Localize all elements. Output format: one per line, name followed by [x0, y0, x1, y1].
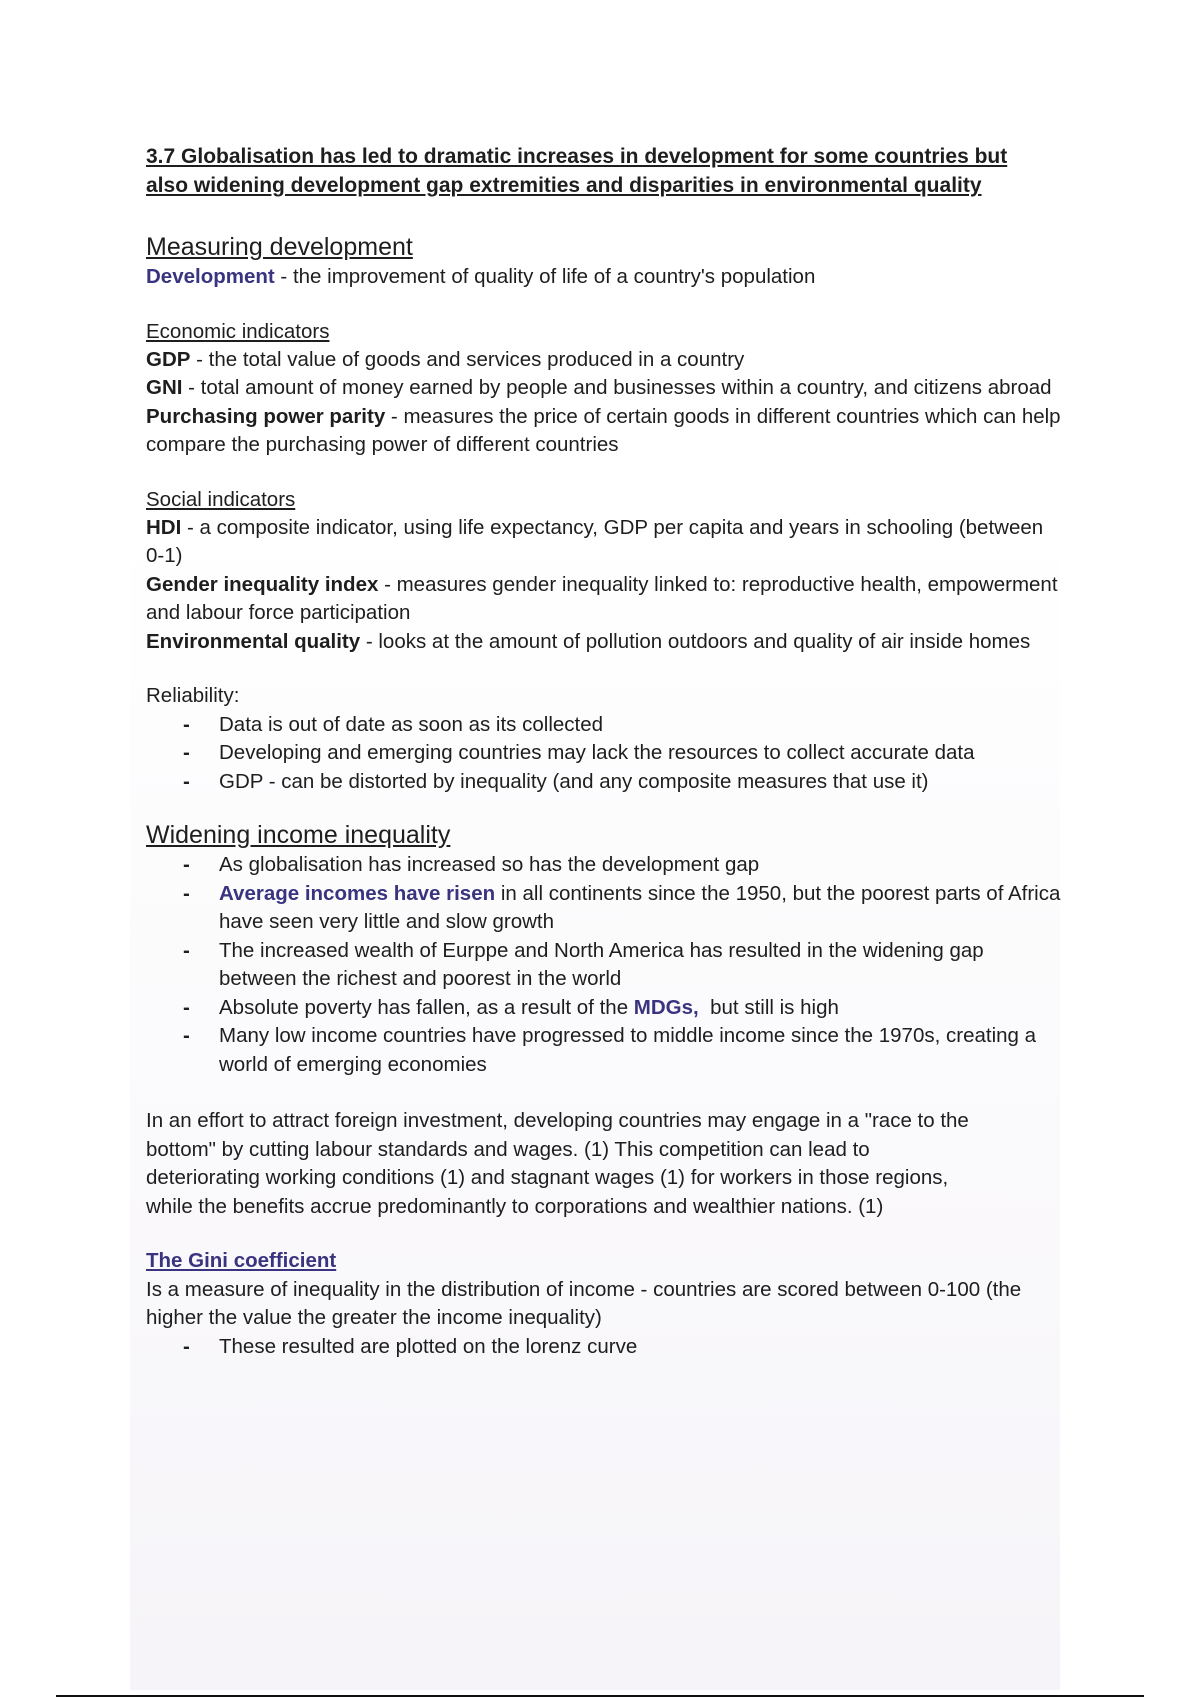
gini-list: [146, 1333, 1066, 1362]
list-item-text: Absolute poverty has fallen, as a result of the: [219, 995, 634, 1019]
list-item: - As globalisation has increased so has the development gap: [219, 851, 1066, 880]
term-gii: Gender inequality index: [146, 572, 379, 596]
heading-measuring-development: Measuring development: [146, 233, 413, 261]
term-ppp: Purchasing power parity: [146, 404, 386, 428]
text-gni: - total amount of money earned by people and businesses within a country, and citizens abroad: [182, 376, 1052, 399]
heading-widening-income-inequality: Widening income inequality: [146, 821, 451, 849]
text-gii: - measures gender inequality linked to: reproductive health, empowerment and labour force participation: [146, 572, 1058, 624]
heading-economic-indicators: Economic indicators: [146, 319, 330, 343]
highlight-mdgs: MDGs,: [633, 995, 699, 1019]
heading-social-indicators: Social indicators: [146, 487, 296, 511]
gini-definition: Is a measure of inequality in the distribution of income - countries are scored between 0-100 (the higher the value the greater the income inequality): [146, 1277, 1022, 1329]
item-hdi: [146, 514, 1066, 571]
item-gni: [146, 374, 1066, 403]
term-gni: GNI: [146, 376, 183, 399]
bottom-divider: [56, 1695, 1144, 1697]
term-hdi: HDI: [146, 515, 182, 539]
list-item-tail: but still is high: [698, 995, 839, 1019]
definition-text: - the improvement of quality of life of a country's population: [274, 265, 816, 288]
reliability-list: [146, 711, 1066, 797]
list-item: [219, 994, 1066, 1023]
text-env: - looks at the amount of pollution outdoors and quality of air inside homes: [360, 629, 1031, 653]
item-gdp: [146, 346, 1066, 375]
text-gdp: - the total value of goods and services produced in a country: [190, 347, 745, 371]
text-ppp: - measures the price of certain goods in different countries which can help compare the purchasing power of different countries: [146, 404, 1061, 456]
list-item: - These resulted are plotted on the lorenz curve: [219, 1333, 1066, 1362]
reliability-label: Reliability:: [146, 684, 240, 707]
item-environmental-quality: [146, 628, 1066, 657]
race-to-bottom-paragraph: In an effort to attract foreign investment, developing countries may engage in a "race to the bottom" by cutting labour standards and wages. (1) This competition can lead to deteriorating working conditions (1) and stagnant wages (1) for workers in those regions, while the benefits accrue predominantly to corporations and wealthier nations. (1): [146, 1109, 969, 1218]
list-item: - Many low income countries have progressed to middle income since the 1970s, creating a world of emerging economies: [219, 1022, 1066, 1079]
list-item: - GDP - can be distorted by inequality (and any composite measures that use it): [219, 768, 1066, 797]
heading-gini-coefficient: The Gini coefficient: [146, 1249, 337, 1272]
term-gdp: GDP: [146, 347, 191, 371]
list-item: - Developing and emerging countries may lack the resources to collect accurate data: [219, 739, 1066, 768]
item-ppp: [146, 403, 1066, 460]
item-gii: [146, 571, 1066, 628]
term-env: Environmental quality: [146, 629, 361, 653]
definition-development: [146, 263, 1066, 292]
list-item: [219, 880, 1066, 937]
page-title: 3.7 Globalisation has led to dramatic increases in development for some countries but also widening development gap extremities and disparities in environmental quality: [146, 145, 1008, 197]
inequality-list: [146, 851, 1066, 1079]
highlight-average-incomes: Average incomes have risen: [219, 881, 496, 905]
list-item: - The increased wealth of Eurppe and North America has resulted in the widening gap between the richest and poorest in the world: [219, 937, 1066, 994]
list-item-text: in all continents since the 1950, but the poorest parts of Africa have seen very little and slow growth: [219, 881, 1061, 933]
text-hdi: - a composite indicator, using life expectancy, GDP per capita and years in schooling (between 0-1): [146, 515, 1044, 567]
document-body: [146, 142, 1066, 1361]
term-development: Development: [146, 265, 275, 288]
list-item: - Data is out of date as soon as its collected: [219, 711, 1066, 740]
